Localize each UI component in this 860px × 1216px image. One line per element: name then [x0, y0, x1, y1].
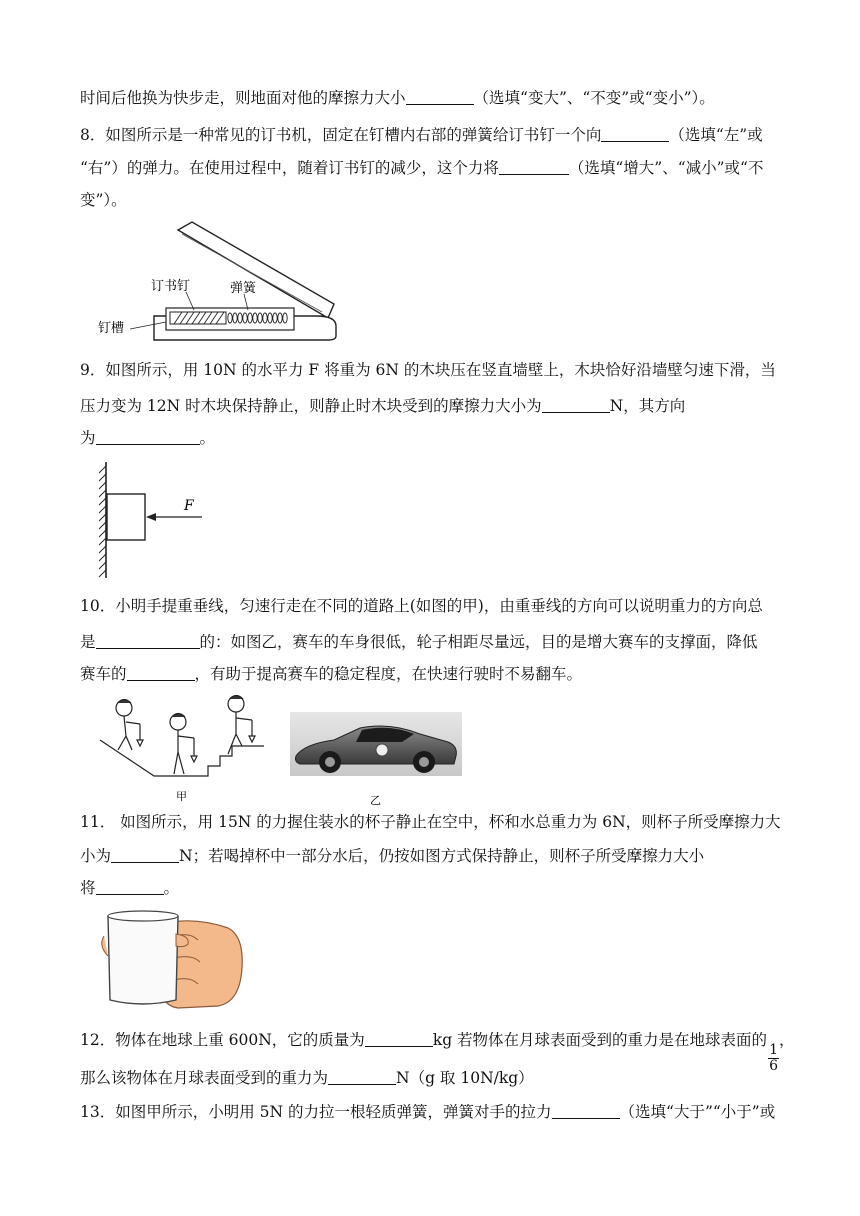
answer-blank[interactable] [365, 1032, 433, 1047]
label-staples: 订书钉 [151, 279, 191, 294]
q11-line-2: 小为 N；若喝掉杯中一部分水后，仍按如图方式保持静止，则杯子所受摩擦力大小 [80, 847, 705, 865]
answer-blank[interactable] [552, 1104, 620, 1119]
cup [108, 912, 178, 1004]
q13-line-1: 13．如图甲所示，小明用 5N 的力拉一根轻质弹簧，弹簧对手的拉力 （选填“大于”“小于”或 [80, 1103, 776, 1121]
hand-holding-cup-figure [98, 906, 248, 1014]
q10-line-2: 是 的：如图乙，赛车的车身很低，轮子相距尽量远，目的是增大赛车的支撑面，降低 [80, 633, 758, 651]
label-spring: 弹簧 [230, 281, 257, 296]
q8-line-2: “右”）的弹力。在使用过程中，随着订书钉的减少，这个力将 （选填“增大”、“减小”或“不 [80, 159, 764, 177]
person-walking-downhill [116, 700, 143, 751]
stapler-arm [178, 222, 334, 318]
stapler-arm-edge [182, 234, 322, 312]
answer-blank[interactable] [499, 160, 569, 175]
answer-blank[interactable] [406, 90, 474, 105]
q8-line-1: 8．如图所示是一种常见的订书机，固定在钉槽内右部的弹簧给订书钉一个向 （选填“左”或 [80, 126, 763, 144]
answer-blank[interactable] [328, 1070, 396, 1085]
car-number-roundel [376, 744, 388, 756]
person-walking-upstairs [228, 696, 255, 755]
q9-line-1: 9．如图所示，用 10N 的水平力 F 将重为 6N 的木块压在竖直墙壁上，木块恰好沿墙壁匀速下滑，当 [80, 361, 776, 379]
wood-block [107, 494, 145, 540]
block-wall-figure [96, 458, 206, 582]
caption-yi: 乙 [370, 794, 381, 807]
q10-line-1: 10．小明手提重垂线，匀速行走在不同的道路上(如图的甲)，由重垂线的方向可以说明重力的方向总 [80, 597, 763, 615]
answer-blank[interactable] [96, 880, 164, 895]
plumb-line-figure [96, 694, 276, 806]
thumb [102, 936, 108, 956]
answer-blank[interactable] [601, 127, 669, 142]
race-car-figure [290, 712, 462, 808]
fraction: $\frac{1}{6}$ [769, 1042, 778, 1074]
ground-path [100, 740, 264, 776]
q9-line-3: 为 。 [80, 429, 216, 447]
answer-blank[interactable] [542, 398, 610, 413]
q12-line-2: 那么该物体在月球表面受到的重力为 N（g 取 10N/kg） [80, 1069, 534, 1087]
label-slot: 钉槽 [98, 321, 125, 336]
q9-line-2: 压力变为 12N 时木块保持静止，则静止时木块受到的摩擦力大小为 N，其方向 [80, 397, 686, 415]
caption-jia: 甲 [176, 790, 187, 803]
wall-hatching [99, 466, 106, 577]
q12-line-1: 12．物体在地球上重 600N，它的质量为 kg 若物体在月球表面受到的重力是在地球表面的 $\frac{1}{6}$ ， [80, 1031, 795, 1074]
q11-line-3: 将 。 [80, 879, 180, 897]
q11-line-1: 11． 如图所示，用 15N 的力握住装水的杯子静止在空中，杯和水总重力为 6N，则杯子所受摩擦力大 [80, 813, 781, 831]
answer-blank[interactable] [127, 666, 195, 681]
answer-blank[interactable] [96, 430, 200, 445]
force-arrowhead [146, 513, 156, 521]
force-label: F [184, 498, 194, 514]
answer-blank[interactable] [111, 848, 179, 863]
cup-rim [108, 911, 178, 921]
stapler-figure [96, 212, 346, 348]
q7-line-1: 时间后他换为快步走，则地面对他的摩擦力大小 （选填“变大”、“不变”或“变小”）。 [80, 89, 715, 107]
q10-line-3: 赛车的 ，有助于提高赛车的稳定程度，在快速行驶时不易翻车。 [80, 665, 583, 683]
answer-blank[interactable] [96, 634, 200, 649]
person-walking-flat [170, 714, 197, 775]
q8-line-3: 变”）。 [80, 191, 127, 209]
